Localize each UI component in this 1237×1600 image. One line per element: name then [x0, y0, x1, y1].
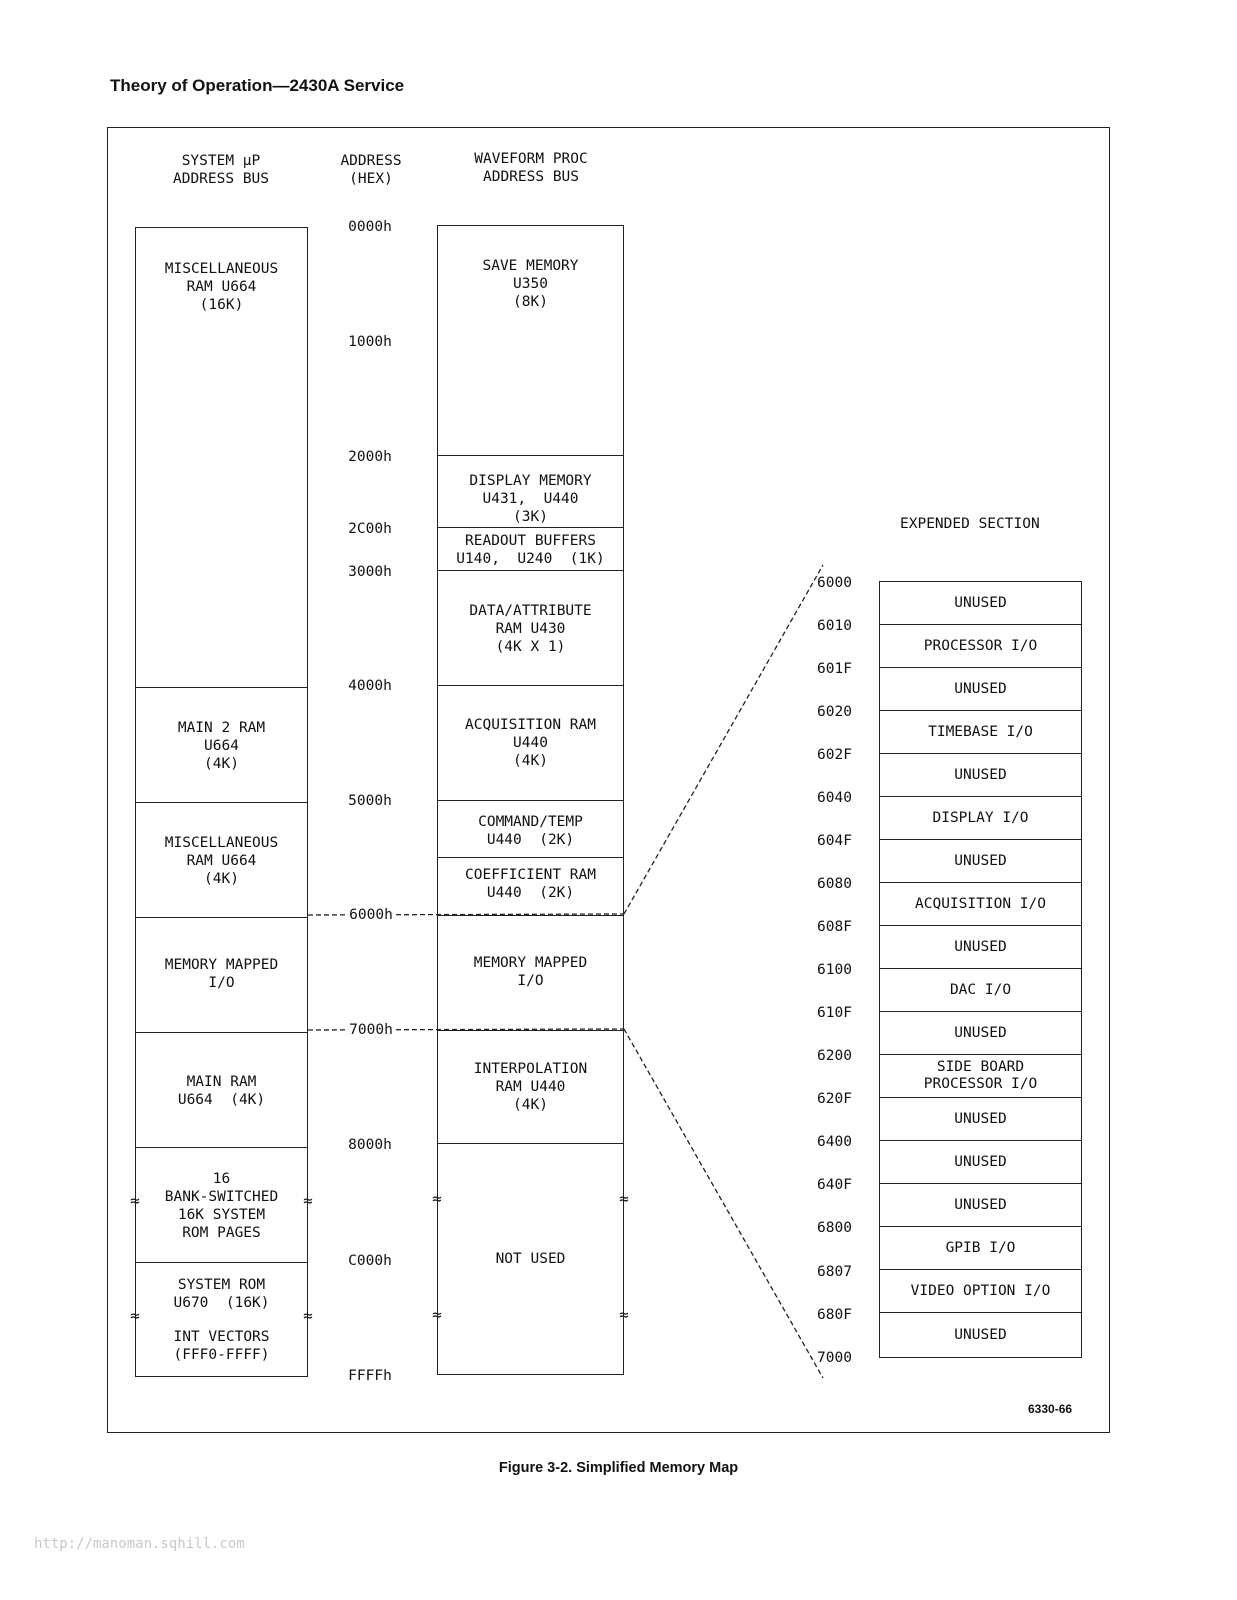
block-label: COEFFICIENT RAM U440 (2K): [465, 867, 596, 901]
exp-address-608f: 608F: [817, 919, 852, 935]
exp-row: GPIB I/O: [880, 1227, 1081, 1270]
block-label: MEMORY MAPPED I/O: [164, 957, 279, 991]
exp-row: UNUSED: [880, 668, 1081, 711]
address-label-0000: 0000h: [348, 219, 392, 235]
exp-address-6040: 6040: [817, 790, 852, 806]
exp-row: UNUSED: [880, 1141, 1081, 1184]
watermark: http://manoman.sqhill.com: [34, 1536, 245, 1552]
block-label: INTERPOLATION RAM U440 (4K): [473, 1061, 588, 1113]
address-label-3000: 3000h: [348, 564, 392, 580]
exp-address-6200: 6200: [817, 1048, 852, 1064]
exp-address-6100: 6100: [817, 962, 852, 978]
block-label: READOUT BUFFERS U140, U240 (1K): [456, 533, 605, 567]
exp-address-680f: 680F: [817, 1307, 852, 1323]
block-label: MEMORY MAPPED I/O: [473, 955, 588, 989]
address-label-c000: C000h: [348, 1253, 392, 1269]
break-mark-icon: ≈: [130, 1306, 140, 1325]
exp-address-6400: 6400: [817, 1134, 852, 1150]
block-label: MAIN 2 RAM U664 (4K): [177, 720, 266, 772]
waveform-bus-heading: WAVEFORM PROC ADDRESS BUS: [474, 151, 588, 185]
exp-row: DISPLAY I/O: [880, 797, 1081, 840]
exp-address-640f: 640F: [817, 1177, 852, 1193]
expanded-section-column: [879, 581, 1082, 1358]
block-label: COMMAND/TEMP U440 (2K): [478, 814, 583, 848]
block-label: DATA/ATTRIBUTE RAM U430 (4K X 1): [469, 603, 592, 655]
break-mark-icon: ≈: [303, 1191, 313, 1210]
address-label-1000: 1000h: [348, 334, 392, 350]
break-mark-icon: ≈: [432, 1305, 442, 1324]
address-label-2c00: 2C00h: [348, 521, 392, 537]
exp-address-7000: 7000: [817, 1350, 852, 1366]
exp-address-6800: 6800: [817, 1220, 852, 1236]
expansion-bottom-line: [624, 1029, 823, 1378]
exp-address-6010: 6010: [817, 618, 852, 634]
block-label: SYSTEM ROM U670 (16K): [173, 1277, 270, 1311]
exp-row: UNUSED: [880, 754, 1081, 797]
exp-address-6080: 6080: [817, 876, 852, 892]
exp-row: UNUSED: [880, 840, 1081, 883]
exp-row: UNUSED: [880, 1098, 1081, 1141]
address-label-2000: 2000h: [348, 449, 392, 465]
block-label: SAVE MEMORY U350 (8K): [482, 258, 579, 310]
address-label-5000: 5000h: [348, 793, 392, 809]
block-label: ACQUISITION RAM U440 (4K): [465, 717, 596, 769]
exp-address-604f: 604F: [817, 833, 852, 849]
system-bus-heading: SYSTEM µP ADDRESS BUS: [172, 153, 270, 187]
break-mark-icon: ≈: [619, 1189, 629, 1208]
exp-row: UNUSED: [880, 1012, 1081, 1055]
address-label-6000: 6000h: [349, 907, 393, 923]
block-label: NOT USED: [495, 1251, 566, 1267]
figure-caption: Figure 3-2. Simplified Memory Map: [498, 1460, 739, 1476]
exp-address-620f: 620F: [817, 1091, 852, 1107]
exp-row: DAC I/O: [880, 969, 1081, 1012]
exp-row: UNUSED: [880, 582, 1081, 625]
address-heading: ADDRESS (HEX): [340, 153, 402, 187]
figure-number: 6330-66: [1028, 1402, 1073, 1416]
page-header: Theory of Operation—2430A Service: [110, 76, 405, 95]
block-label: MISCELLANEOUS RAM U664 (16K): [164, 261, 279, 313]
address-label-7000: 7000h: [349, 1022, 393, 1038]
exp-address-610f: 610F: [817, 1005, 852, 1021]
exp-row: ACQUISITION I/O: [880, 883, 1081, 926]
address-label-ffff: FFFFh: [348, 1368, 392, 1384]
address-label-8000: 8000h: [348, 1137, 392, 1153]
exp-row: SIDE BOARD PROCESSOR I/O: [880, 1055, 1081, 1098]
exp-row: UNUSED: [880, 1184, 1081, 1227]
exp-address-6807: 6807: [817, 1264, 852, 1280]
expansion-top-line: [624, 565, 823, 914]
block-sublabel: INT VECTORS (FFF0-FFFF): [173, 1329, 270, 1363]
break-mark-icon: ≈: [130, 1191, 140, 1210]
exp-address-6000: 6000: [817, 575, 852, 591]
address-label-4000: 4000h: [348, 678, 392, 694]
exp-row: PROCESSOR I/O: [880, 625, 1081, 668]
exp-row: VIDEO OPTION I/O: [880, 1270, 1081, 1313]
expanded-section-title: EXPENDED SECTION: [900, 516, 1040, 532]
exp-address-601f: 601F: [817, 661, 852, 677]
block-label: MISCELLANEOUS RAM U664 (4K): [164, 835, 279, 887]
exp-row: UNUSED: [880, 926, 1081, 969]
block-label: 16 BANK-SWITCHED 16K SYSTEM ROM PAGES: [164, 1171, 279, 1241]
exp-address-602f: 602F: [817, 747, 852, 763]
block-label: DISPLAY MEMORY U431, U440 (3K): [469, 473, 592, 525]
exp-row: UNUSED: [954, 1326, 1007, 1343]
exp-address-6020: 6020: [817, 704, 852, 720]
break-mark-icon: ≈: [303, 1306, 313, 1325]
block-label: MAIN RAM U664 (4K): [177, 1074, 266, 1108]
break-mark-icon: ≈: [619, 1305, 629, 1324]
break-mark-icon: ≈: [432, 1189, 442, 1208]
exp-row: TIMEBASE I/O: [880, 711, 1081, 754]
